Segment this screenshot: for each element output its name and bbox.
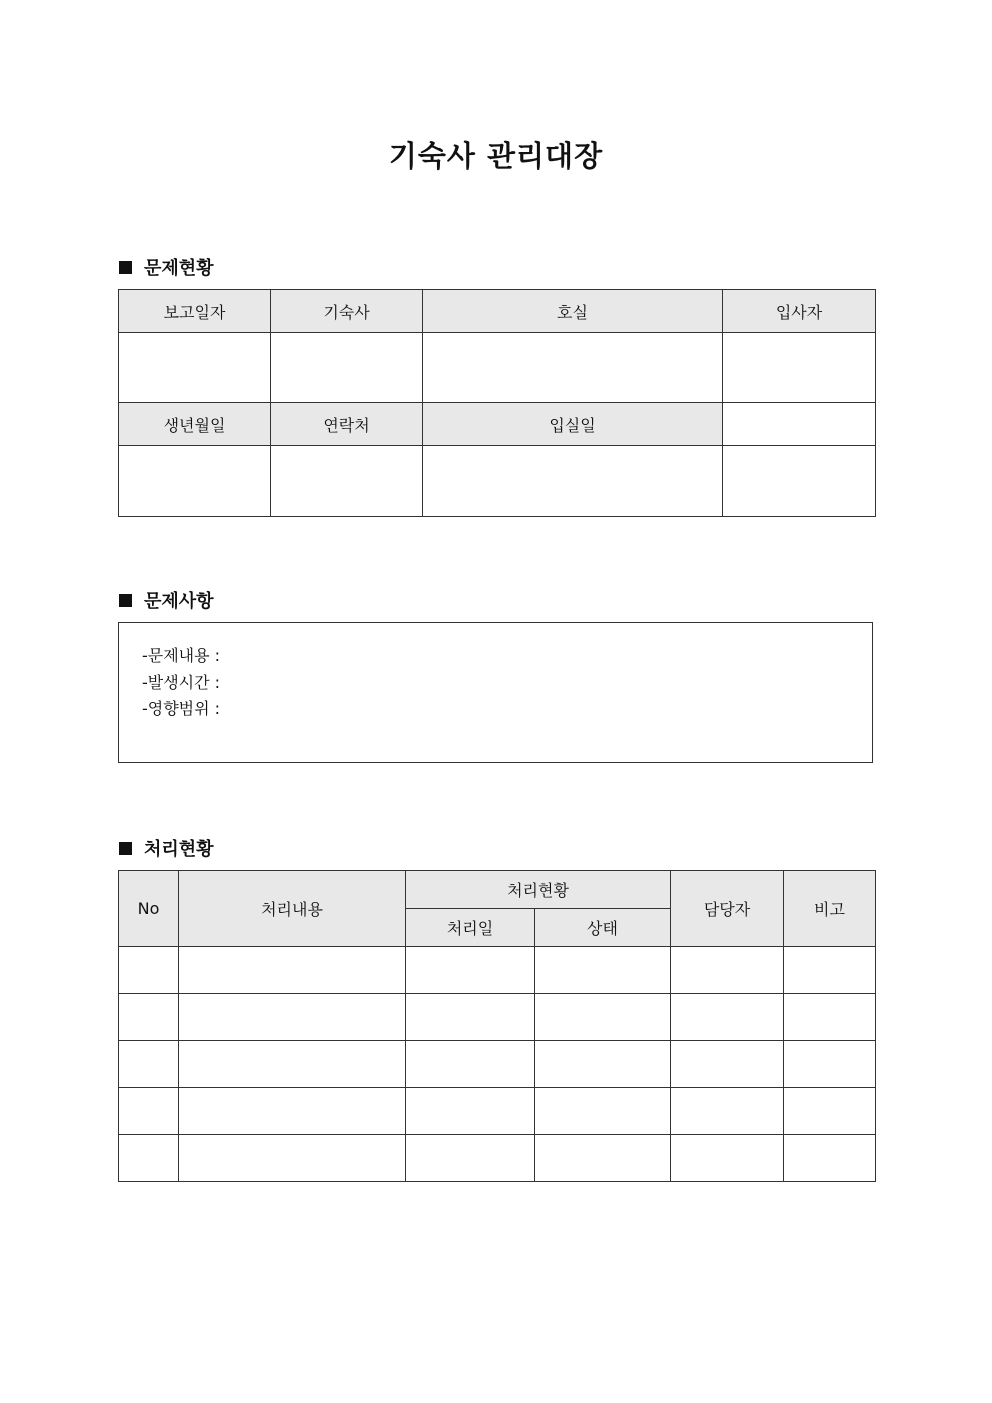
table-row [119,1041,876,1088]
header-row [119,290,876,333]
cell-processing-date[interactable] [406,947,535,994]
cell-no[interactable] [119,947,179,994]
header-contact: 연락처 [271,403,423,446]
header-move-in-date: 입실일 [423,403,723,446]
cell-manager[interactable] [671,1088,784,1135]
table-row [119,1135,876,1182]
table-row [119,994,876,1041]
cell-manager[interactable] [671,947,784,994]
processing-status-table [118,870,876,1182]
cell-manager[interactable] [671,1135,784,1182]
header-processing-content: 처리내용 [179,871,406,947]
cell-no[interactable] [119,1135,179,1182]
table-row [119,1088,876,1135]
cell-no[interactable] [119,1088,179,1135]
cell-manager[interactable] [671,994,784,1041]
header-state: 상태 [535,909,671,947]
cell-contact[interactable] [271,446,423,517]
header-room: 호실 [423,290,723,333]
cell-empty[interactable] [723,403,876,446]
section-heading-issue-status [119,254,214,280]
issue-details-box[interactable] [118,622,873,763]
cell-dormitory[interactable] [271,333,423,403]
header-no: No [119,871,179,947]
cell-no[interactable] [119,1041,179,1088]
cell-processing-date[interactable] [406,1135,535,1182]
cell-state[interactable] [535,994,671,1041]
section-heading-processing-status [119,835,214,861]
header-report-date: 보고일자 [119,290,271,333]
input-row [119,446,876,517]
header-note: 비고 [784,871,876,947]
cell-state[interactable] [535,947,671,994]
cell-processing-content[interactable] [179,994,406,1041]
cell-no[interactable] [119,994,179,1041]
header-row [119,871,876,909]
header-manager: 담당자 [671,871,784,947]
square-bullet-icon [119,842,132,855]
cell-note[interactable] [784,947,876,994]
cell-note[interactable] [784,994,876,1041]
square-bullet-icon [119,261,132,274]
cell-state[interactable] [535,1041,671,1088]
impact-scope-line: -영향범위 : [142,699,221,718]
header-resident: 입사자 [723,290,876,333]
cell-processing-content[interactable] [179,1088,406,1135]
cell-birth-date[interactable] [119,446,271,517]
header-dormitory: 기숙사 [271,290,423,333]
document-title: 기숙사 관리대장 [388,139,604,173]
cell-empty[interactable] [723,446,876,517]
square-bullet-icon [119,594,132,607]
header-birth-date: 생년월일 [119,403,271,446]
issue-content-line: -문제내용 : [142,646,221,665]
cell-processing-date[interactable] [406,994,535,1041]
cell-note[interactable] [784,1088,876,1135]
issue-status-table [118,289,876,517]
cell-room[interactable] [423,333,723,403]
occurrence-time-line: -발생시간 : [142,672,221,692]
section-heading-label: 처리현황 [144,839,214,860]
cell-processing-content[interactable] [179,947,406,994]
cell-state[interactable] [535,1088,671,1135]
header-processing-date: 처리일 [406,909,535,947]
table-row [119,947,876,994]
section-heading-label: 문제현황 [144,258,214,279]
section-heading-issue-details [119,587,214,613]
cell-processing-content[interactable] [179,1135,406,1182]
cell-move-in-date[interactable] [423,446,723,517]
header-row [119,403,876,446]
cell-state[interactable] [535,1135,671,1182]
cell-resident[interactable] [723,333,876,403]
cell-note[interactable] [784,1041,876,1088]
cell-note[interactable] [784,1135,876,1182]
cell-processing-date[interactable] [406,1088,535,1135]
cell-processing-content[interactable] [179,1041,406,1088]
cell-processing-date[interactable] [406,1041,535,1088]
section-heading-label: 문제사항 [144,591,214,612]
cell-manager[interactable] [671,1041,784,1088]
header-processing-status: 처리현황 [406,871,671,909]
input-row [119,333,876,403]
cell-report-date[interactable] [119,333,271,403]
